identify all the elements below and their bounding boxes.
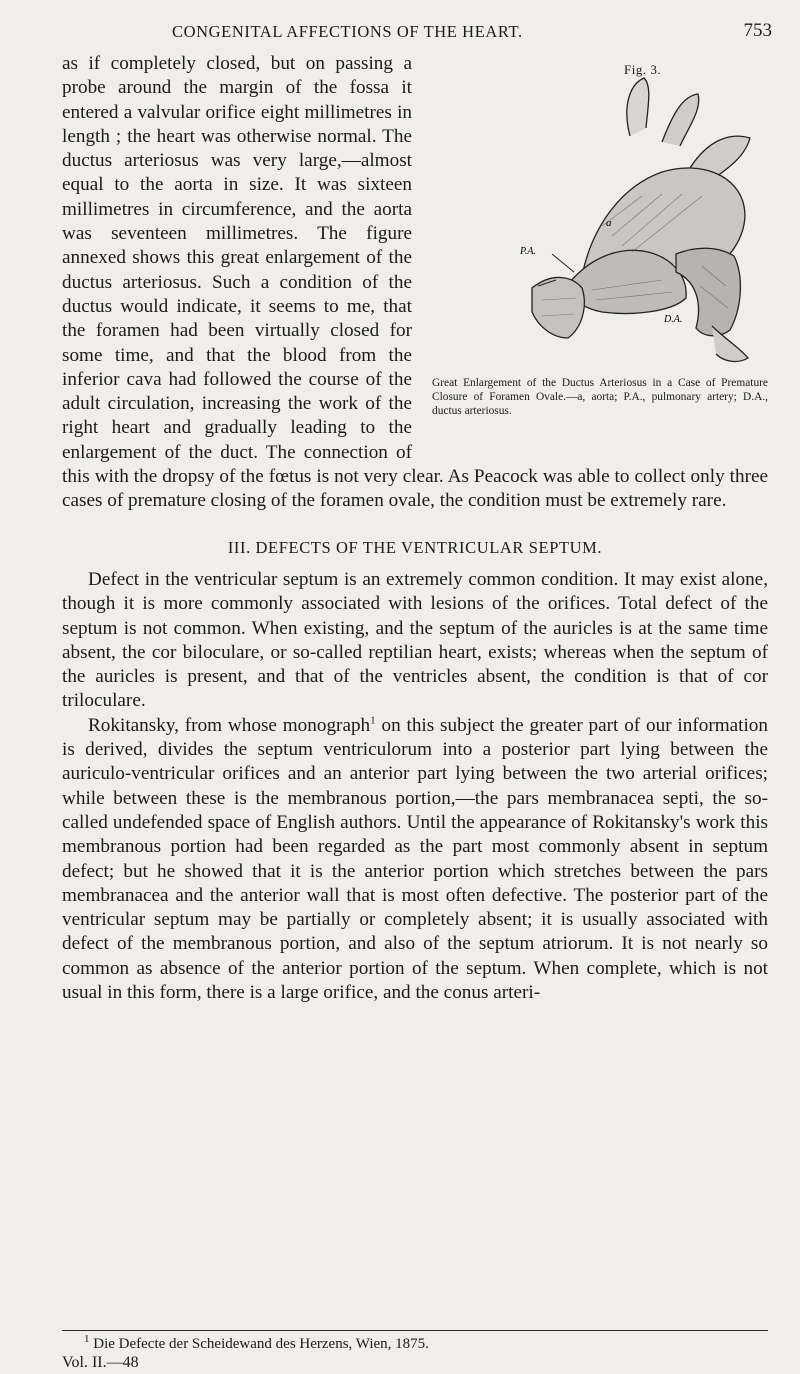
paragraph-rokitansky-rest: on this subject the greater part of our information is derived, divides the septum ventriculorum into a posterior part lying between the auriculo-ventricular orifices and an anterior part lying between the two arterial orifices; while between these is the membranous portion,—the pars membranacea septi, the so-called undefended space of English authors. Until the appearance of Rokitansky's work this membranous portion had been regarded as the part most commonly absent in septum defect; but he showed that it is the anterior portion which stretches between the pars membranacea and the anterior wall that is most often defective. The posterior part of the ventricular septum may be partially or completely absent; it is usually associated with defect of the membranous portion, and also of the septum atriorum. It is not nearly so common as absence of the anterior portion of the septum. When complete, which is not usual in this form, there is a large orifice, and the conus arteri- <box>62 714 768 1003</box>
label-da: D.A. <box>664 314 683 325</box>
label-a: a <box>606 217 612 229</box>
figure-caption: Great Enlargement of the Ductus Arteriosus in a Case of Premature Closure of Foramen Ovale.—a, aorta; P.A., pulmonary artery; D.A., ductus arteriosus. <box>432 377 768 418</box>
header-title: CONGENITAL AFFECTIONS OF THE HEART. <box>172 22 523 41</box>
footnote-reference: 1 <box>370 714 376 727</box>
paragraph-rokitansky-start: Rokitansky, from whose monograph <box>88 714 371 736</box>
paragraph-continuation: as if completely closed, but on passing a probe around the margin of the fossa it entered a valvular orifice eight millimetres in length ; the heart was otherwise normal. The ductus arteriosus was very large,—almost equal to the aorta in size. It was sixteen millimetres in circumference, and the aorta was seventeen millimetres. The figure annexed shows this great enlargement of the ductus arteriosus. Such a condition of the ductus would indicate, it seems to me, that the foramen had been virtually closed for some time, and that the blood from the inferior cava had followed the course of the adult circulation, increasing the work of the right heart and gradually leading to the enlargement of the duct. The connection of this with the dropsy of the fœtus is not very clear. As Peacock was able to collect only three cases of premature closing of the foramen ovale, the condition must be extremely rare. <box>62 53 768 512</box>
paragraph-defects: Defect in the ventricular septum is an extremely common condition. It may exist alone, though it is more commonly associated with lesions of the orifices. Total defect of the septum is not common. When existing, and the septum of the auricles is at the same time absent, the cor biloculare, or so-called reptilian heart, exists; whereas when the septum of the auricles is present, and that of the ventricles absent, the condition is that of cor triloculare. <box>62 568 768 712</box>
figure-3 <box>432 58 768 450</box>
signature-mark: Vol. II.—48 <box>62 1354 139 1371</box>
section-heading: III. DEFECTS OF THE VENTRICULAR SEPTUM. <box>227 537 603 557</box>
heart-vessels-illustration <box>512 76 762 366</box>
footnote-rule <box>62 1330 768 1331</box>
label-pa: P.A. <box>520 246 536 257</box>
footnote <box>84 1333 429 1353</box>
page-number: 753 <box>743 20 772 41</box>
figure-label: Fig. 3. <box>624 62 662 77</box>
running-header <box>62 18 772 48</box>
body-text <box>62 52 768 1005</box>
footnote-text: Die Defecte der Scheidewand des Herzens, Wien, 1875. <box>93 1336 429 1352</box>
footnote-marker: 1 <box>84 1333 90 1345</box>
paragraph-rokitansky <box>62 714 768 1006</box>
